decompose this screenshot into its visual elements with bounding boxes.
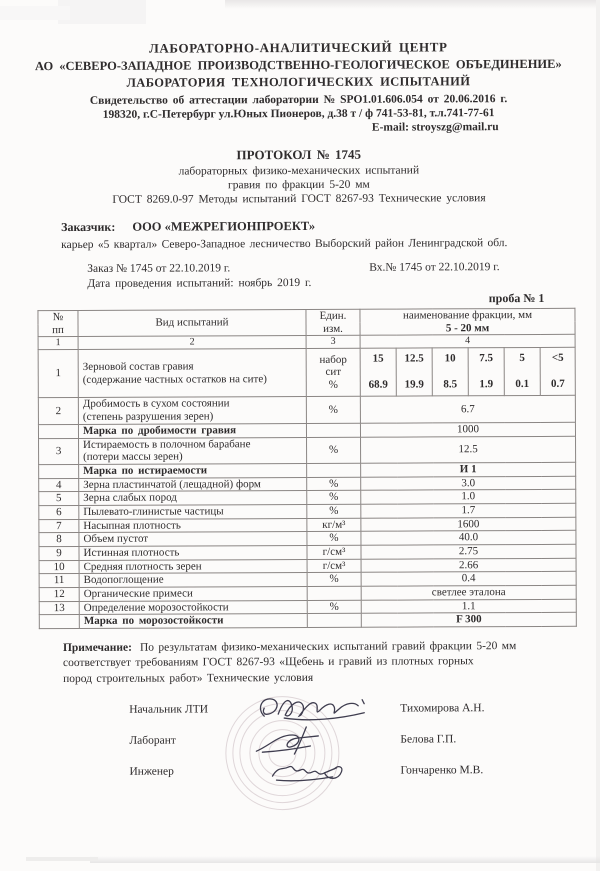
- signature-row-engineer: [129, 755, 549, 788]
- protocol-title-block: [0, 146, 599, 207]
- handwritten-signature: [254, 725, 394, 756]
- table-row-organic-impurities: 12 Органические примеси светлее эталона: [39, 585, 576, 601]
- table-row-true-density: 9 Истинная плотность г/см³ 2.75: [39, 544, 576, 560]
- quarry-line: карьер «5 квартал» Северо-Западное лесничество Выборский район Ленинградской обл.: [61, 237, 508, 252]
- handwritten-signature: [254, 694, 394, 725]
- signature-role: Начальник ЛТИ: [129, 703, 209, 717]
- signature-role: Инженер: [129, 765, 174, 779]
- org-name-line2: АО «СЕВЕРО-ЗАПАДНОЕ ПРОИЗВОДСТВЕННО-ГЕОЛОГИЧЕСКОЕ ОБЪЕДИНЕНИЕ»: [34, 56, 562, 74]
- note-line-3: пород строительных работ» Технические условия: [63, 671, 314, 685]
- table-row-frost-resistance: 13 Определение морозостойкости % 1.1: [39, 599, 576, 615]
- note-line-2: соответствует требованиям ГОСТ 8267-93 «Щебень и гравий из плотных горных: [62, 655, 474, 670]
- sieve-column-3: 10 8.5: [432, 348, 468, 396]
- customer-label: Заказчик:: [61, 219, 116, 235]
- protocol-subtitle-2: гравия по фракции 5-20 мм: [227, 178, 370, 192]
- signature-name: Гончаренко М.В.: [400, 764, 484, 777]
- note-label: Примечание:: [62, 641, 132, 655]
- table-row-void-volume: 8 Объем пустот % 40.0: [39, 531, 576, 547]
- signature-name: Тихомирова А.Н.: [400, 702, 485, 715]
- order-number: Заказ № 1745 от 22.10.2019 г.: [87, 262, 231, 275]
- test-date-line: Дата проведения испытаний: ноябрь 2019 г.: [87, 276, 312, 290]
- email-line: E-mail: stroyszg@mail.ru: [371, 121, 499, 134]
- accreditation-certificate-line: Свидетельство об аттестации лаборатории № SPO1.01.606.054 от 20.06.2016 г.: [89, 93, 508, 107]
- test-name: Зерновой состав гравия (содержание частных остатков на сите): [78, 349, 306, 398]
- table-row-abrasion-grade: Марка по истираемости И 1: [39, 462, 576, 478]
- customer-line: [61, 218, 599, 235]
- signatures-block: [129, 693, 549, 788]
- order-row: [87, 261, 599, 275]
- col-num-3: 3: [306, 336, 360, 349]
- order-block: [0, 261, 599, 291]
- signature-row-chief: [129, 693, 549, 726]
- protocol-subtitle-3: ГОСТ 8269.0-97 Методы испытаний ГОСТ 8267-93 Технические условия: [112, 192, 486, 206]
- org-name-line1: ЛАБОРАТОРНО-АНАЛИТИЧЕСКИЙ ЦЕНТР: [149, 39, 448, 56]
- address-line: 198320, г.С-Петербург ул.Юных Пионеров, д.38 т / ф 741-53-81, т.л.741-77-61: [102, 107, 495, 121]
- table-header-row: [38, 308, 575, 323]
- table-row-flaky-grains: 4 Зерна пластинчатой (лещадной) форм % 3.0: [39, 476, 576, 492]
- signature-row-lab-assistant: [129, 724, 549, 757]
- sieve-column-2: 12.5 19.9: [396, 348, 432, 396]
- sieve-column-6: <5 0.7: [540, 348, 575, 396]
- note-block: [63, 639, 549, 687]
- table-row-crushability: 2 Дробимость в сухом состоянии (степень разрушения зерен) % 6.7: [38, 396, 575, 425]
- results-table: [37, 308, 576, 630]
- col-num-2: 2: [78, 336, 306, 350]
- table-row-bulk-density: 7 Насыпная плотность кг/м³ 1600: [39, 517, 576, 533]
- note-line-1: По результатам физико-механических испытаний гравий фракции 5-20 мм: [139, 640, 517, 654]
- signature-role: Лаборант: [129, 734, 176, 748]
- col-header-fraction: наименование фракции, мм: [360, 308, 575, 322]
- incoming-number: Вх.№ 1745 от 22.10.2019 г.: [369, 261, 500, 274]
- table-row-crushability-grade: Марка по дробимости гравия 1000: [38, 422, 575, 438]
- table-row-weak-rock-grains: 5 Зерна слабых пород % 1.0: [39, 490, 576, 506]
- col-header-no: № пп: [38, 310, 78, 336]
- unit-cell: набор сит %: [306, 349, 360, 397]
- col-header-unit: Един. изм.: [306, 309, 360, 336]
- organization-header: [0, 39, 598, 92]
- table-row-abrasion: 3 Истираемость в полочном барабане (потери массы зерен) % 12.5: [39, 436, 576, 465]
- org-name-line3: ЛАБОРАТОРИЯ ТЕХНОЛОГИЧЕСКИХ ИСПЫТАНИЙ: [126, 74, 471, 90]
- protocol-subtitle-1: лабораторных физико-механических испытаний: [178, 164, 420, 178]
- fraction-range: 5 - 20 мм: [360, 321, 575, 335]
- table-row-frost-grade: Марка по морозостойкости F 300: [39, 613, 576, 629]
- table-row-mean-grain-density: 10 Средняя плотность зерен г/см³ 2.66: [39, 558, 576, 574]
- protocol-number: ПРОТОКОЛ № 1745: [236, 146, 362, 163]
- row-no: 1: [38, 350, 78, 398]
- col-header-test-type: Вид испытаний: [78, 309, 306, 336]
- sieve-column-5: 5 0.1: [504, 348, 540, 396]
- signature-name: Белова Г.П.: [400, 733, 457, 746]
- table-row-dust-clay-particles: 6 Пылевато-глинистые частицы % 1.7: [39, 503, 576, 519]
- col-num-1: 1: [38, 337, 78, 350]
- sample-label: проба № 1: [488, 290, 545, 306]
- sieve-column-4: 7.5 1.9: [468, 348, 504, 396]
- handwritten-signature: [254, 756, 394, 787]
- sieve-column-1: 15 68.9: [360, 348, 396, 396]
- table-row-grain-composition: [38, 348, 575, 398]
- table-row-water-absorption: 11 Водопоглощение % 0.4: [39, 572, 576, 588]
- customer-name: ООО «МЕЖРЕГИОНПРОЕКТ»: [132, 218, 316, 234]
- col-num-4: 4: [360, 335, 575, 349]
